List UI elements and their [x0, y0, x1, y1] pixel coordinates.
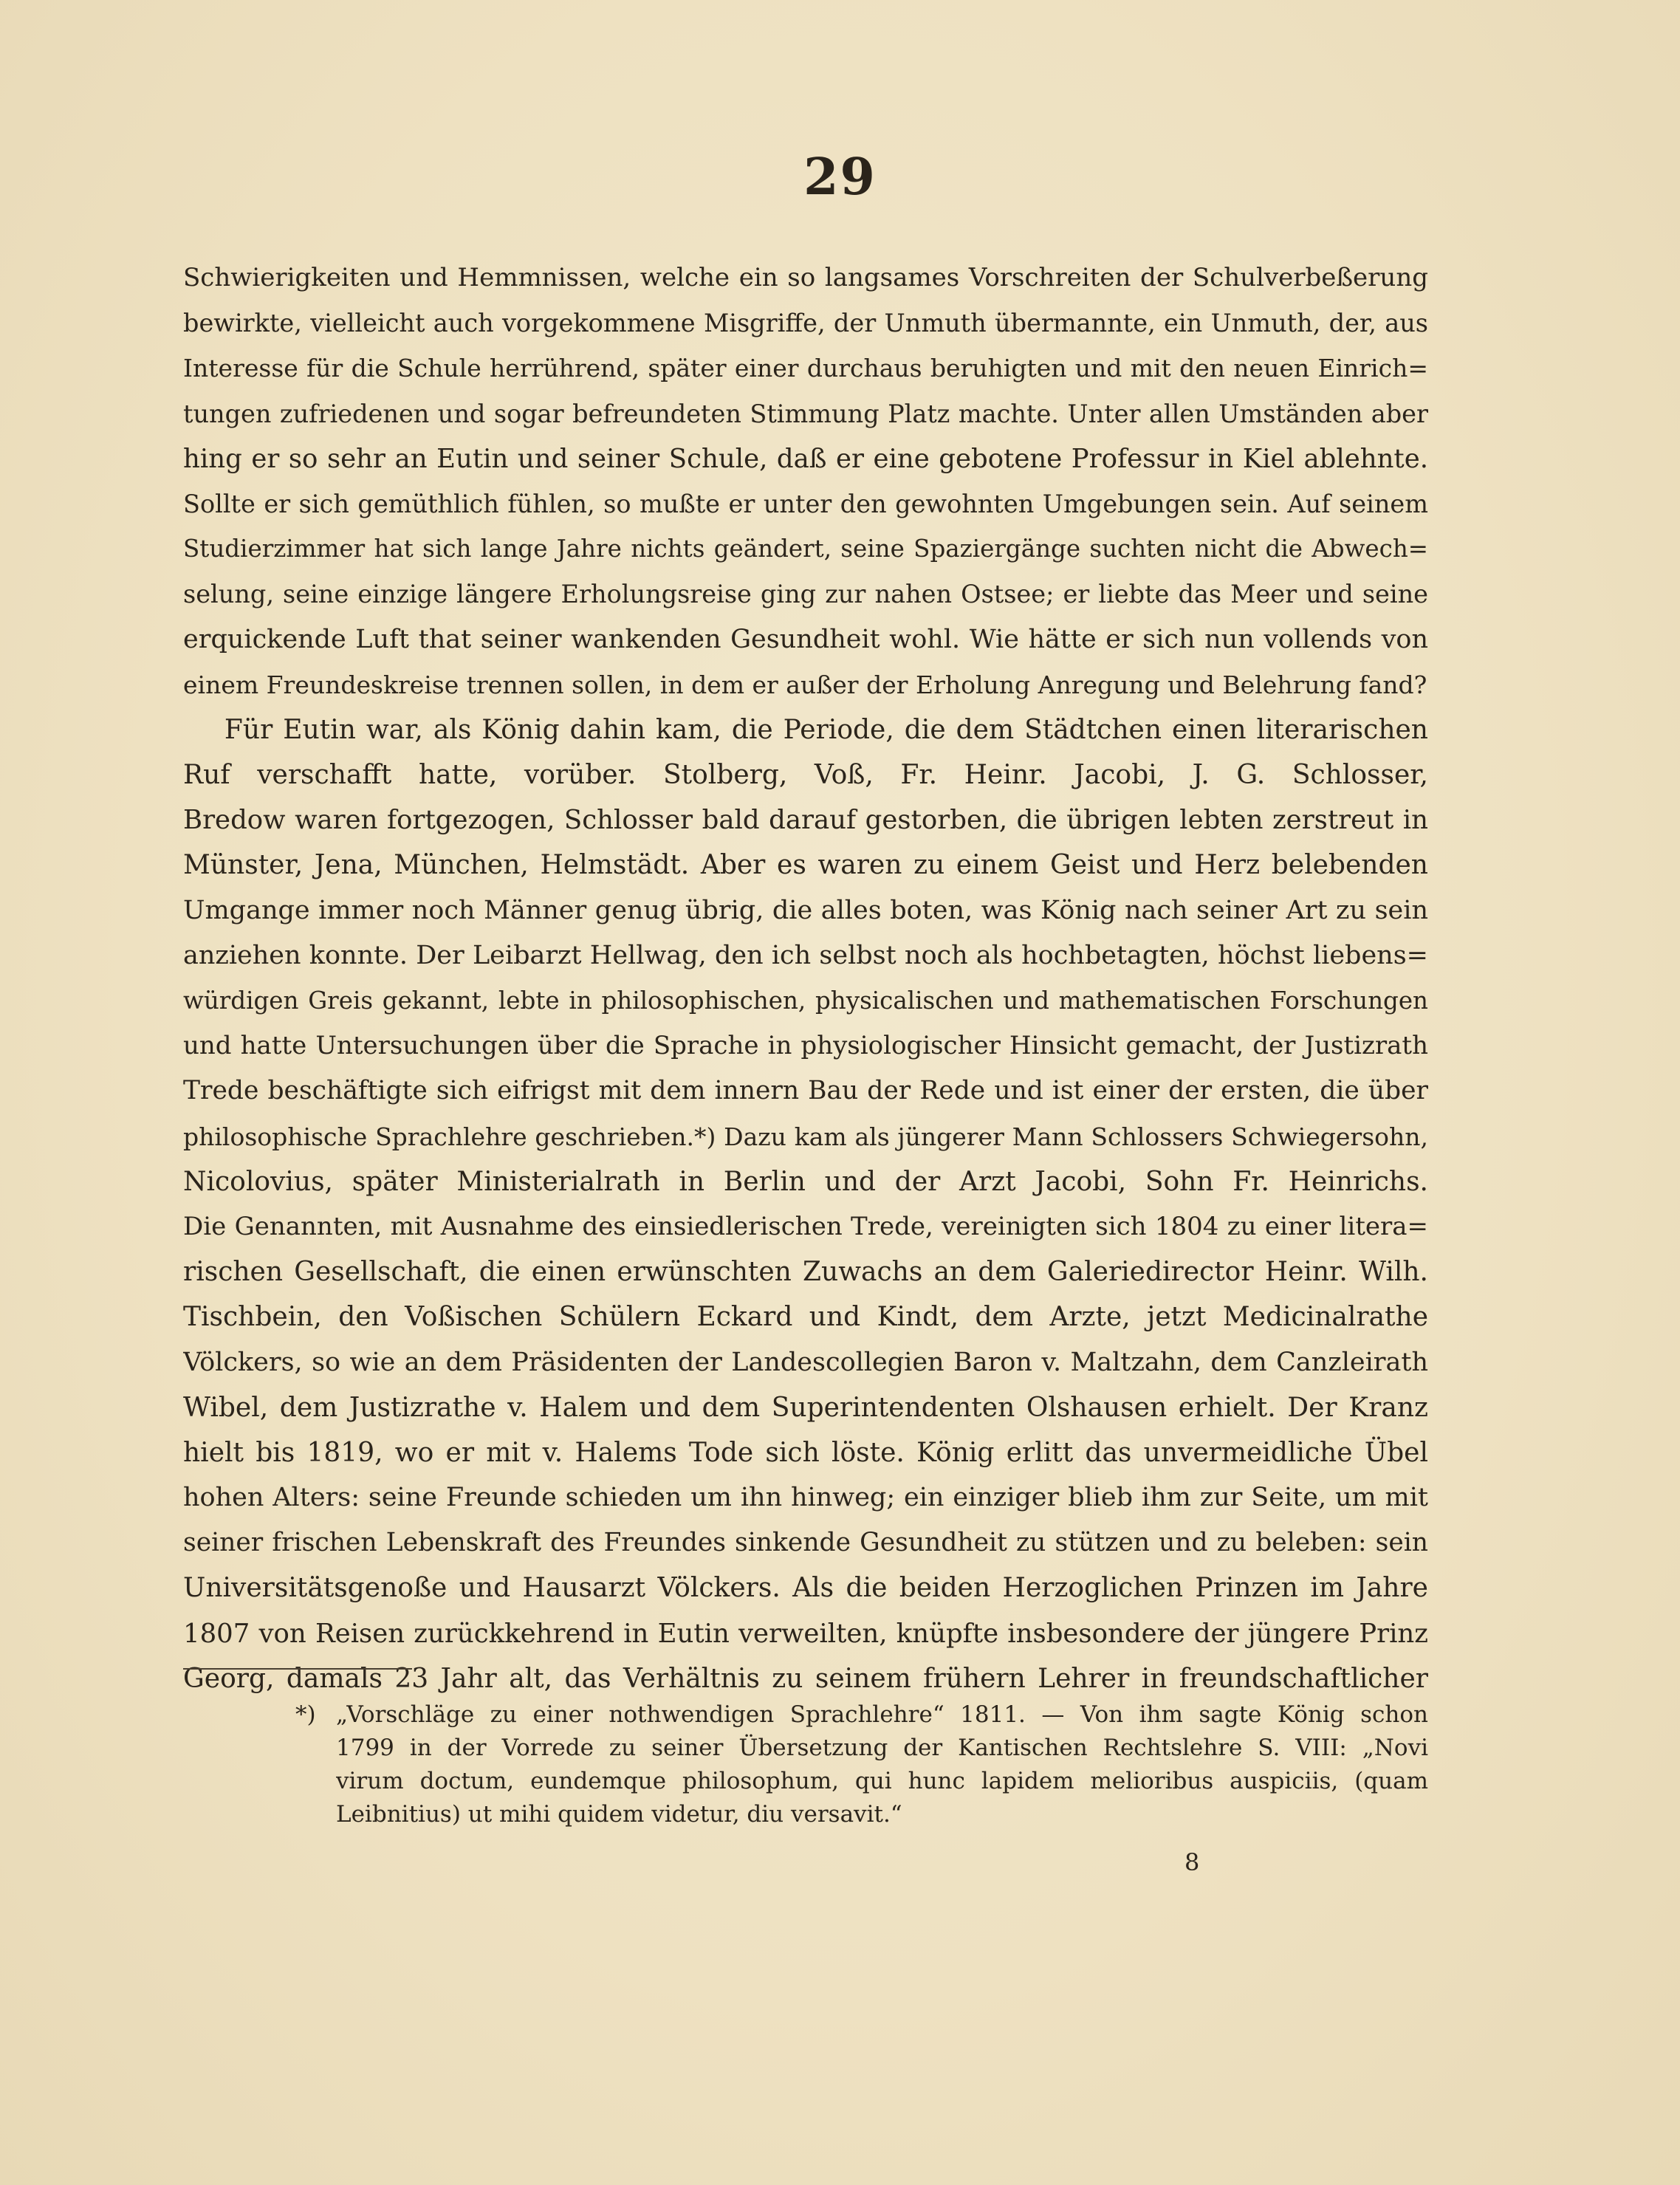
text-line: Die Genannten, mit Ausnahme des einsiedlerischen Trede, vereinigten sich 1804 zu einer litera=: [183, 1211, 1428, 1241]
text-line: seiner frischen Lebenskraft des Freundes sinkende Gesundheit zu stützen und zu beleben: sein: [183, 1528, 1428, 1558]
text-line: philosophische Sprachlehre geschrieben.*) Dazu kam als jüngerer Mann Schlossers Schwiegersohn,: [183, 1122, 1428, 1151]
footnote-line: Leibnitius) ut mihi quidem videtur, diu versavit.“: [336, 1801, 902, 1828]
text-line: Ruf verschafft hatte, vorüber. Stolberg, Voß, Fr. Heinr. Jacobi, J. G. Schlosser,: [183, 760, 1428, 791]
text-line: selung, seine einzige längere Erholungsreise ging zur nahen Ostsee; er liebte das Meer und seine: [183, 580, 1428, 609]
text-line: Bredow waren fortgezogen, Schlosser bald darauf gestorben, die übrigen lebten zerstreut in: [183, 805, 1428, 836]
footnote: [336, 1698, 1428, 1831]
text-line: rischen Gesellschaft, die einen erwünschten Zuwachs an dem Galeriedirector Heinr. Wilh.: [183, 1257, 1428, 1288]
text-line: erquickende Luft that seiner wankenden Gesundheit wohl. Wie hätte er sich nun vollends von: [183, 624, 1428, 654]
text-line: würdigen Greis gekannt, lebte in philosophischen, physicalischen und mathematischen Forschungen: [183, 987, 1428, 1015]
body-text: [183, 255, 1428, 1701]
footnote-line: „Vorschläge zu einer nothwendigen Sprachlehre“ 1811. — Von ihm sagte König schon: [336, 1701, 1428, 1728]
footnote-separator: [183, 1668, 412, 1670]
text-line-indented: Für Eutin war, als König dahin kam, die Periode, die dem Städtchen einen literarischen: [183, 714, 1428, 745]
text-line: Münster, Jena, München, Helmstädt. Aber es waren zu einem Geist und Herz belebenden: [183, 850, 1428, 881]
footnote-line: 1799 in der Vorrede zu seiner Übersetzung der Kantischen Rechtslehre S. VIII: „Novi: [336, 1735, 1428, 1761]
text-line: Wibel, dem Justizrathe v. Halem und dem Superintendenten Olshausen erhielt. Der Kranz: [183, 1392, 1428, 1423]
text-line: Nicolovius, später Ministerialrath in Berlin und der Arzt Jacobi, Sohn Fr. Heinrichs.: [183, 1166, 1428, 1197]
text-line: Schwierigkeiten und Hemmnissen, welche ein so langsames Vorschreiten der Schulverbeßerung: [183, 263, 1428, 292]
footnote-marker: *): [295, 1701, 316, 1728]
text-line: hielt bis 1819, wo er mit v. Halems Tode sich löste. König erlitt das unvermeidliche Übel: [183, 1437, 1428, 1468]
text-line: Universitätsgenoße und Hausarzt Völckers. Als die beiden Herzoglichen Prinzen im Jahre: [183, 1573, 1428, 1604]
text-line: anziehen konnte. Der Leibarzt Hellwag, den ich selbst noch als hochbetagten, höchst liebens=: [183, 940, 1428, 970]
text-line: Sollte er sich gemüthlich fühlen, so mußte er unter den gewohnten Umgebungen sein. Auf seinem: [183, 489, 1428, 518]
text-line: bewirkte, vielleicht auch vorgekommene Misgriffe, der Unmuth übermannte, ein Unmuth, der, aus: [183, 309, 1428, 338]
text-line: Georg, damals 23 Jahr alt, das Verhältnis zu seinem frühern Lehrer in freundschaftlicher: [183, 1663, 1428, 1694]
text-line: Trede beschäftigte sich eifrigst mit dem innern Bau der Rede und ist einer der ersten, die über: [183, 1076, 1428, 1106]
text-line: Völckers, so wie an dem Präsidenten der Landescollegien Baron v. Maltzahn, dem Canzleirath: [183, 1347, 1428, 1377]
text-line: Tischbein, den Voßischen Schülern Eckard und Kindt, dem Arzte, jetzt Medicinalrathe: [183, 1302, 1428, 1333]
text-line: einem Freundeskreise trennen sollen, in dem er außer der Erholung Anregung und Belehrung fand?: [183, 670, 1427, 699]
text-line: hing er so sehr an Eutin und seiner Schule, daß er eine gebotene Professur in Kiel ablehnte.: [183, 443, 1428, 474]
text-line: hohen Alters: seine Freunde schieden um ihn hinweg; ein einziger blieb ihm zur Seite, um mit: [183, 1483, 1428, 1513]
text-line: Umgange immer noch Männer genug übrig, die alles boten, was König nach seiner Art zu sein: [183, 895, 1428, 925]
text-line: tungen zufriedenen und sogar befreundeten Stimmung Platz machte. Unter allen Umständen aber: [183, 399, 1428, 428]
text-line: Interesse für die Schule herrührend, später einer durchaus beruhigten und mit den neuen Einrich=: [183, 354, 1428, 383]
text-line: und hatte Untersuchungen über die Sprache in physiologischer Hinsicht gemacht, der Justizrath: [183, 1031, 1428, 1061]
text-line: Studierzimmer hat sich lange Jahre nichts geändert, seine Spaziergänge suchten nicht die Abwech=: [183, 535, 1428, 563]
signature-mark: 8: [1184, 1848, 1200, 1876]
page-number: 29: [803, 148, 877, 207]
footnote-line: virum doctum, eundemque philosophum, qui hunc lapidem melioribus auspiciis, (quam: [336, 1768, 1428, 1794]
text-line: 1807 von Reisen zurückkehrend in Eutin verweilten, knüpfte insbesondere der jüngere Prinz: [183, 1618, 1428, 1649]
